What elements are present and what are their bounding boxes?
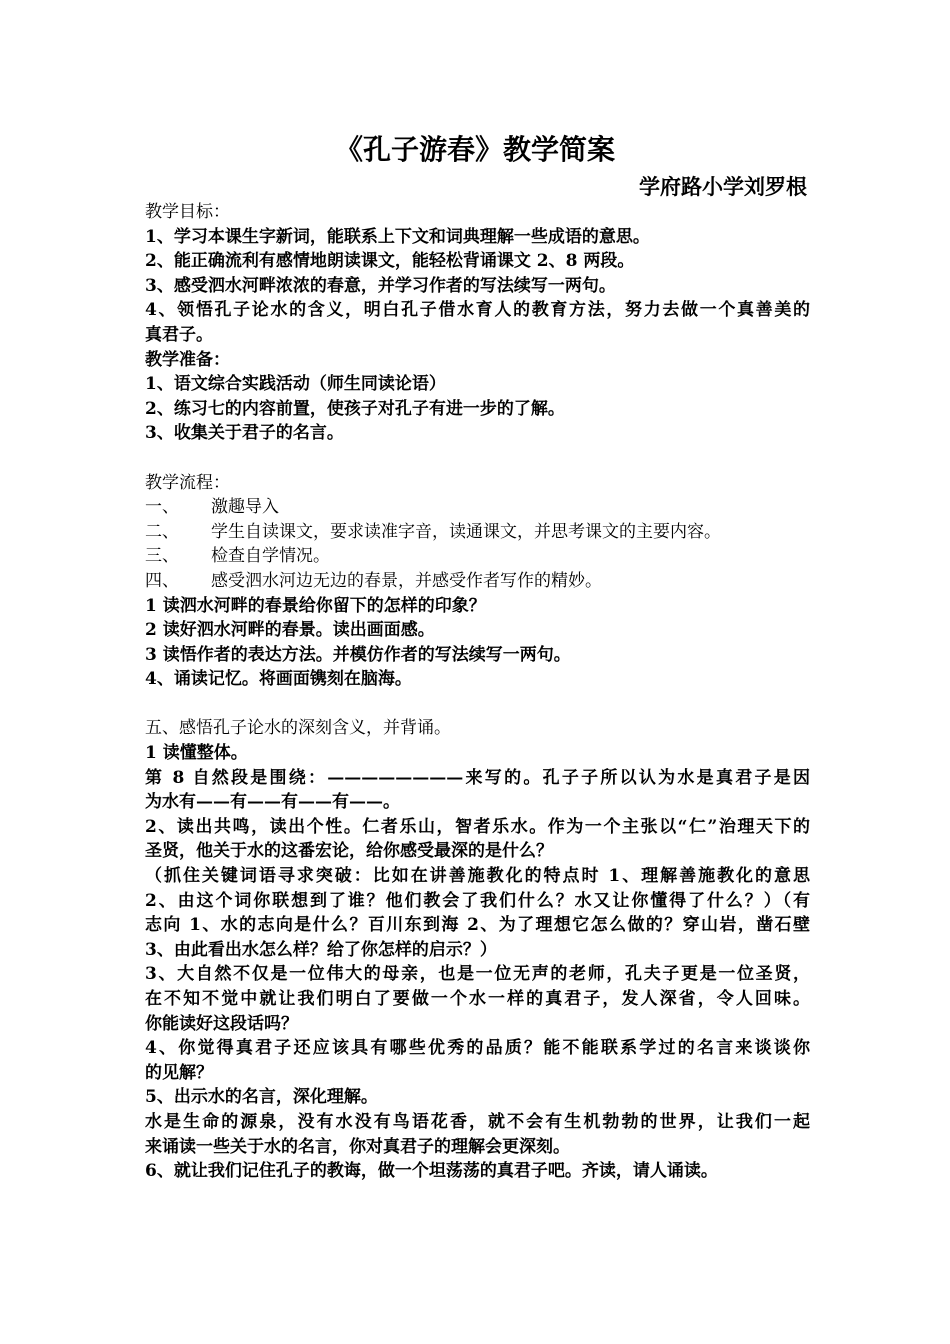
flow-paragraph-line: 水是生命的源泉，没有水没有鸟语花香，就不会有生机勃勃的世界，让我们一起 bbox=[145, 1111, 810, 1132]
flow-paragraph-line: （抓住关键词语寻求突破：比如在讲善施教化的特点时 1、理解善施教化的意思 bbox=[145, 866, 810, 887]
flow-paragraph-line: 志向 1、水的志向是什么？百川东到海 2、为了理想它怎么做的？穿山岩，凿石壁 bbox=[145, 915, 810, 936]
flow-step bbox=[145, 569, 810, 594]
flow-step-text: 学生自读课文，要求读准字音，读通课文，并思考课文的主要内容。 bbox=[211, 521, 721, 542]
prep-item: 1、语文综合实践活动（师生同读论语） bbox=[145, 374, 446, 395]
goal-item: 4、领悟孔子论水的含义，明白孔子借水育人的教育方法，努力去做一个真善美的 bbox=[145, 300, 810, 321]
flow-substep: 3 读悟作者的表达方法。并模仿作者的写法续写一两句。 bbox=[145, 644, 571, 665]
flow-step-number: 四、 bbox=[145, 570, 179, 591]
flow-paragraph-line: 的见解？ bbox=[145, 1062, 213, 1083]
flow-step bbox=[145, 495, 810, 520]
flow-paragraph-line: 2、读出共鸣，读出个性。仁者乐山，智者乐水。作为一个主张以“仁”治理天下的 bbox=[145, 816, 810, 837]
prep-item: 2、练习七的内容前置，使孩子对孔子有进一步的了解。 bbox=[145, 398, 565, 419]
flow-step-text: 检查自学情况。 bbox=[211, 546, 330, 567]
flow-paragraph-line: 来诵读一些关于水的名言，你对真君子的理解会更深刻。 bbox=[145, 1136, 570, 1157]
flow-step-number: 三、 bbox=[145, 546, 179, 567]
flow-step-number: 二、 bbox=[145, 521, 179, 542]
goal-item: 1、学习本课生字新词，能联系上下文和词典理解一些成语的意思。 bbox=[145, 226, 650, 247]
blank-line bbox=[145, 446, 810, 471]
blank-line bbox=[145, 692, 810, 717]
flow-paragraph-line: 3、大自然不仅是一位伟大的母亲，也是一位无声的老师，孔夫子更是一位圣贤， bbox=[145, 964, 810, 985]
flow-paragraph-line: 第 8 自然段是围绕：————————来写的。孔子子所以认为水是真君子是因 bbox=[145, 767, 810, 788]
flow-heading: 教学流程： bbox=[145, 472, 230, 493]
flow-paragraph-line: 5、出示水的名言，深化理解。 bbox=[145, 1087, 378, 1108]
flow-substep: 2 读好泗水河畔的春景。读出画面感。 bbox=[145, 620, 435, 641]
document-author: 学府路小学刘罗根 bbox=[639, 174, 807, 199]
prep-heading: 教学准备： bbox=[145, 349, 230, 370]
prep-item: 3、收集关于君子的名言。 bbox=[145, 423, 344, 444]
flow-paragraph-line: 你能读好这段话吗？ bbox=[145, 1013, 298, 1034]
document-title: 《孔子游春》教学简案 bbox=[334, 133, 615, 166]
flow-step bbox=[145, 520, 810, 545]
document-body bbox=[145, 200, 810, 1184]
flow-paragraph-line: 为水有——有——有——有——。 bbox=[145, 792, 400, 813]
flow-paragraph-line: 4、你觉得真君子还应该具有哪些优秀的品质？能不能联系学过的名言来谈谈你 bbox=[145, 1038, 810, 1059]
flow-step-text: 感受泗水河边无边的春景，并感受作者写作的精妙。 bbox=[211, 570, 602, 591]
goals-heading: 教学目标： bbox=[145, 202, 230, 222]
flow-paragraph-line: 在不知不觉中就让我们明白了要做一个水一样的真君子，发人深省，令人回味。 bbox=[145, 989, 810, 1009]
flow-paragraph-line: 2、由这个词你联想到了谁？他们教会了我们什么？水又让你懂得了什么？）（有 bbox=[145, 890, 810, 911]
goal-item: 3、感受泗水河畔浓浓的春意，并学习作者的写法续写一两句。 bbox=[145, 275, 616, 296]
goal-item: 2、能正确流利有感情地朗读课文，能轻松背诵课文 2、8 两段。 bbox=[145, 251, 635, 272]
flow-substep: 4、诵读记忆。将画面镌刻在脑海。 bbox=[145, 669, 412, 690]
flow-paragraph-line: 3、由此看出水怎么样？给了你怎样的启示？） bbox=[145, 939, 497, 960]
flow-paragraph-line: 圣贤，他关于水的这番宏论，给你感受最深的是什么？ bbox=[145, 841, 553, 862]
flow-paragraph-line: 6、就让我们记住孔子的教诲，做一个坦荡荡的真君子吧。齐读，请人诵读。 bbox=[145, 1161, 718, 1182]
flow-step-five: 五、感悟孔子论水的深刻含义，并背诵。 bbox=[145, 718, 451, 739]
goal-item: 真君子。 bbox=[145, 324, 213, 345]
flow-step-text: 激趣导入 bbox=[211, 497, 279, 518]
flow-step bbox=[145, 544, 810, 569]
flow-substep: 1 读懂整体。 bbox=[145, 743, 248, 764]
flow-step-number: 一、 bbox=[145, 497, 179, 518]
flow-substep: 1 读泗水河畔的春景给你留下的怎样的印象？ bbox=[145, 595, 486, 616]
